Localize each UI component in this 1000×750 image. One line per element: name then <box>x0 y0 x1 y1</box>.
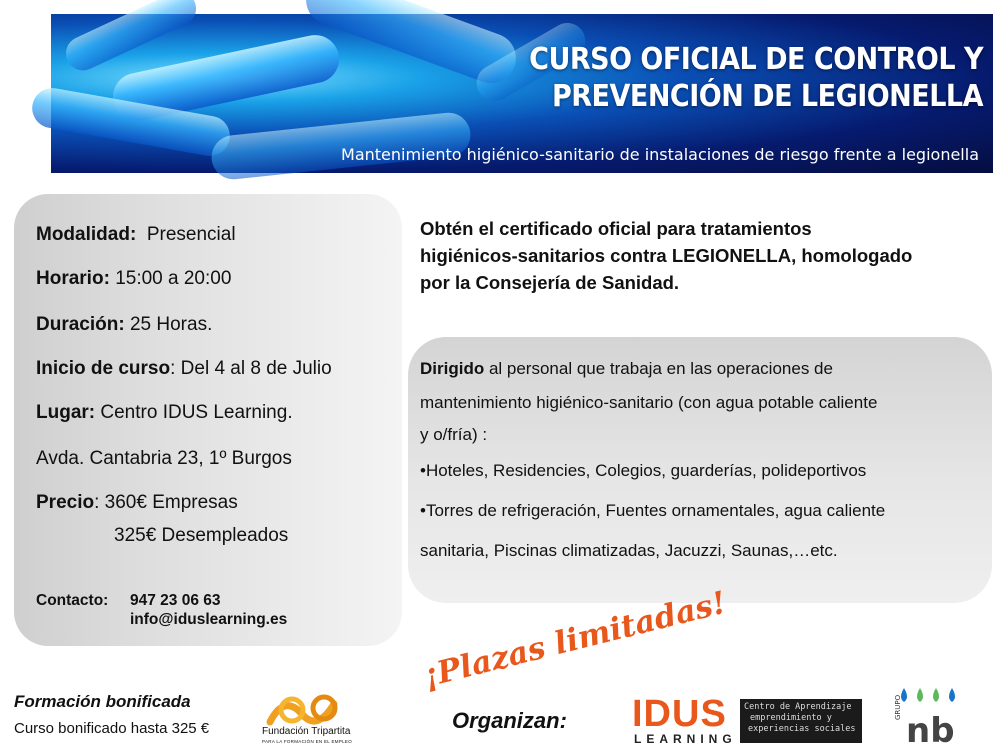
modalidad-row <box>36 224 236 246</box>
inicio-value: : Del 4 al 8 de Julio <box>170 358 332 379</box>
precio-label: Precio <box>36 492 95 513</box>
course-details-box <box>14 194 402 646</box>
contact-label: Contacto: <box>36 592 109 609</box>
bullet-torres: •Torres de refrigeración, Fuentes ornamentales, agua caliente <box>420 501 886 520</box>
precio-empresas: : 360€ Empresas <box>94 492 238 513</box>
modalidad-label: Modalidad: <box>36 224 137 245</box>
course-title <box>529 41 983 115</box>
dirigido-line3: y o/fría) : <box>420 425 488 444</box>
horario-label: Horario: <box>36 268 110 289</box>
inicio-label: Inicio de curso <box>36 358 171 379</box>
precio-row <box>36 492 238 514</box>
dirigido-line1-text: al personal que trabaja en las operaciones de <box>484 359 833 378</box>
contact-phone: 947 23 06 63 <box>130 592 221 609</box>
nb-word: nb <box>906 711 955 750</box>
idus-tagline-line2: emprendimiento y <box>750 713 832 723</box>
idus-tagline-box <box>740 699 862 743</box>
lugar-value: Centro IDUS Learning. <box>100 402 293 423</box>
certificate-text <box>420 215 980 296</box>
course-title-line2: PREVENCIÓN DE LEGIONELLA <box>552 79 983 114</box>
course-subtitle: Mantenimiento higiénico-sanitario de instalaciones de riesgo frente a legionella <box>341 145 979 164</box>
header-banner <box>51 14 993 173</box>
bullet-torres-cont: sanitaria, Piscinas climatizadas, Jacuzzi, Saunas,…etc. <box>420 541 838 560</box>
bullet-hoteles: •Hoteles, Residencies, Colegios, guarderías, polideportivos <box>420 461 867 480</box>
contact-email[interactable]: info@iduslearning.es <box>130 611 288 628</box>
horario-row <box>36 268 231 290</box>
organizan-label: Organizan: <box>452 708 567 733</box>
target-audience-box <box>408 337 992 603</box>
duracion-row <box>36 314 212 336</box>
duracion-value: 25 Horas. <box>129 314 213 335</box>
lugar-label: Lugar: <box>36 402 96 423</box>
plazas-limitadas-text: ¡Plazas limitadas! <box>420 584 730 695</box>
contact-block <box>36 591 287 629</box>
idus-learning-logo <box>632 694 752 746</box>
dirigido-line2: mantenimiento higiénico-sanitario (con agua potable caliente <box>420 393 878 412</box>
certificate-line3: por la Consejería de Sanidad. <box>420 272 680 293</box>
grupo-nb-logo-icon <box>894 686 964 750</box>
duracion-label: Duración: <box>36 314 125 335</box>
certificate-line1: Obtén el certificado oficial para tratamientos <box>420 218 812 239</box>
plazas-limitadas-badge <box>412 584 730 695</box>
inicio-row <box>36 358 332 380</box>
idus-tagline-line3: experiencias sociales <box>748 724 856 734</box>
nb-grupo-text: GRUPO <box>894 694 902 720</box>
idus-learning-word: LEARNING <box>634 732 737 746</box>
modalidad-value: Presencial <box>146 224 236 245</box>
course-title-line1: CURSO OFICIAL DE CONTROL Y <box>529 42 983 77</box>
idus-tagline-line1: Centro de Aprendizaje <box>744 702 852 712</box>
horario-value: 15:00 a 20:00 <box>115 268 232 289</box>
direccion-row: Avda. Cantabria 23, 1º Burgos <box>36 448 292 469</box>
dirigido-label: Dirigido <box>420 359 485 378</box>
certificate-line2: higiénicos-sanitarios contra LEGIONELLA, homologado <box>420 245 913 266</box>
formacion-bonificada-sub: Curso bonificado hasta 325 € <box>14 720 210 737</box>
fundacion-tagline: PARA LA FORMACIÓN EN EL EMPLEO <box>262 739 353 744</box>
idus-word: IDUS <box>632 693 727 735</box>
precio-desempleados: 325€ Desempleados <box>114 525 289 546</box>
dirigido-line1 <box>420 359 833 379</box>
lugar-row <box>36 402 293 424</box>
formacion-bonificada-title: Formación bonificada <box>14 692 191 711</box>
fundacion-name: Fundación Tripartita <box>262 726 351 737</box>
